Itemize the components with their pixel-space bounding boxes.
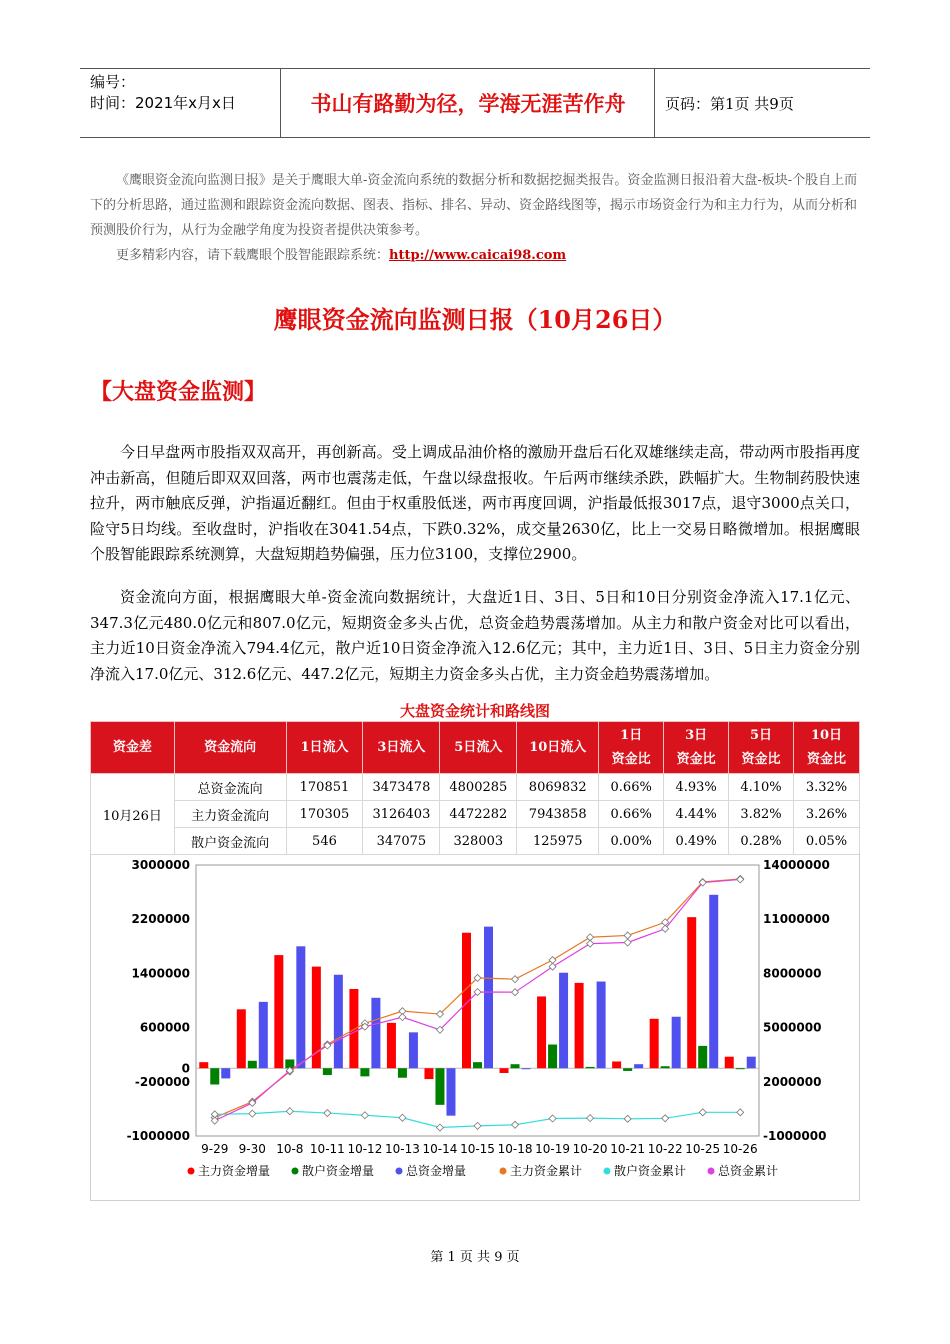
line-point [549, 957, 556, 964]
legend-marker [396, 1168, 403, 1175]
table-cell: 0.05% [793, 828, 859, 855]
number-label: 编号： [90, 73, 136, 91]
bar-main [612, 1061, 621, 1068]
left-axis-tick-label: 600000 [139, 1020, 190, 1035]
line-point [624, 1115, 631, 1122]
table-header-row [91, 722, 860, 774]
table-body [91, 774, 860, 855]
bar-main [387, 1023, 396, 1068]
table-row [91, 801, 860, 828]
table-header-cell: 1日 资金比 [599, 722, 664, 774]
bar-total [597, 982, 606, 1069]
chart-svg [91, 853, 859, 1199]
table-cell: 4472282 [440, 801, 517, 828]
bar-main [349, 989, 358, 1068]
table-cell: 347075 [363, 828, 440, 855]
bar-retail [248, 1061, 257, 1068]
line-point [662, 1115, 669, 1122]
table-cell: 4.93% [664, 774, 729, 801]
table-header-cell: 1日流入 [286, 722, 363, 774]
right-axis-tick-label: 8000000 [763, 966, 822, 981]
table-cell: 4.44% [664, 801, 729, 828]
left-axis-tick-label: -1000000 [126, 1129, 190, 1143]
bar-total [259, 1002, 268, 1068]
table-row-label: 散户资金流向 [174, 828, 286, 855]
bar-retail [661, 1066, 670, 1068]
line-point [512, 1121, 519, 1128]
right-axis-tick-label: 2000000 [763, 1074, 822, 1089]
table-cell: 0.66% [599, 774, 664, 801]
table-cell: 0.00% [599, 828, 664, 855]
table-row-label: 主力资金流向 [174, 801, 286, 828]
legend-marker [188, 1168, 195, 1175]
table-header-cell: 资金差 [91, 722, 175, 774]
x-axis-tick-label: 10-25 [685, 1142, 721, 1156]
table-date-cell: 10月26日 [91, 774, 175, 855]
table-cell: 170305 [286, 801, 363, 828]
line-point [624, 939, 631, 946]
page-number-label: 页码：第1页 共9页 [665, 94, 794, 113]
bar-total [634, 1064, 643, 1068]
header-meta [80, 69, 281, 137]
line-point [549, 1115, 556, 1122]
header-motto: 书山有路勤为径，学海无涯苦作舟 [282, 69, 655, 137]
x-axis-tick-label: 10-15 [460, 1142, 495, 1156]
table-header-cell: 资金流向 [174, 722, 286, 774]
x-axis-tick-label: 10-13 [384, 1142, 420, 1156]
x-axis-tick-label: 9-29 [201, 1142, 229, 1156]
bar-total [672, 1017, 681, 1068]
table-row [91, 828, 860, 855]
bar-main [199, 1062, 208, 1068]
table-cell: 0.66% [599, 801, 664, 828]
x-axis-tick-label: 10-21 [610, 1142, 646, 1156]
table-header-cell: 10日 资金比 [793, 722, 859, 774]
bar-total [334, 975, 343, 1068]
legend-label: 总资金累计 [718, 1164, 779, 1178]
line-point [324, 1110, 331, 1117]
bar-total [522, 1068, 531, 1069]
bar-main [424, 1068, 433, 1079]
x-axis-tick-label: 9-30 [238, 1142, 266, 1156]
legend-label: 主力资金累计 [510, 1164, 583, 1178]
table-cell: 3.32% [793, 774, 859, 801]
table-row [91, 774, 860, 801]
bar-retail [511, 1064, 520, 1068]
line-point [587, 1115, 594, 1122]
table-cell: 8069832 [517, 774, 599, 801]
bar-main [650, 1019, 659, 1068]
x-axis-tick-label: 10-14 [422, 1142, 458, 1156]
fund-flow-paragraph: 资金流向方面，根据鹰眼大单-资金流向数据统计，大盘近1日、3日、5日和10日分别资金净流入17.1亿元、347.3亿元480.0亿元和807.0亿元，短期资金多头占优，总资金趋势震荡增加。从主力和散户资金对比可以看出，主力近10日资金净流入794.4亿元，散户近10日资金净流入12.6亿元；其中，主力近1日、3日、5日主力资金分别净流入17.0亿元、312.6亿元、447.2亿元，短期主力资金多头占优，主力资金趋势震荡增加。 [90, 588, 860, 683]
table-header-cell: 10日流入 [517, 722, 599, 774]
table-cell: 3473478 [363, 774, 440, 801]
bar-retail [398, 1068, 407, 1077]
table-caption: 大盘资金统计和路线图 [399, 702, 550, 720]
left-axis-tick-label: 0 [181, 1061, 190, 1076]
right-axis-tick-label: 11000000 [763, 912, 830, 927]
table-cell: 546 [286, 828, 363, 855]
fund-stats-table [90, 721, 860, 855]
bar-main [274, 955, 283, 1068]
bar-total [446, 1068, 455, 1115]
bar-main [687, 917, 696, 1068]
table-cell: 7943858 [517, 801, 599, 828]
bar-total [709, 895, 718, 1068]
legend-label: 散户资金增量 [302, 1164, 375, 1178]
x-axis-tick-label: 10-19 [535, 1142, 571, 1156]
x-axis-tick-label: 10-12 [347, 1142, 383, 1156]
line-main-cum [215, 879, 740, 1118]
table-header-cell: 5日 资金比 [729, 722, 794, 774]
date-label: 时间：2021年x月x日 [90, 94, 236, 112]
table-header-cell: 3日 资金比 [664, 722, 729, 774]
download-prefix: 更多精彩内容，请下载鹰眼个股智能跟踪系统： [116, 248, 390, 263]
bar-total [484, 927, 493, 1069]
legend-marker [708, 1168, 715, 1175]
table-cell: 328003 [440, 828, 517, 855]
left-axis-tick-label: -200000 [134, 1074, 190, 1089]
bar-total [747, 1057, 756, 1069]
legend-marker [500, 1168, 507, 1175]
right-axis-tick-label: -1000000 [763, 1129, 827, 1143]
bar-total [221, 1068, 230, 1078]
page-header [80, 68, 870, 138]
bar-total [371, 998, 380, 1068]
legend-marker [604, 1168, 611, 1175]
bar-total [559, 973, 568, 1069]
legend-label: 散户资金累计 [614, 1164, 687, 1178]
bar-total [409, 1032, 418, 1068]
table-cell: 0.49% [664, 828, 729, 855]
bar-retail [435, 1068, 444, 1105]
table-cell: 4800285 [440, 774, 517, 801]
x-axis-tick-label: 10-11 [309, 1142, 345, 1156]
left-axis-tick-label: 2200000 [131, 912, 190, 927]
line-point [699, 1109, 706, 1116]
fund-chart [90, 853, 860, 1201]
x-axis-tick-label: 10-20 [572, 1142, 608, 1156]
line-point [587, 940, 594, 947]
line-point [549, 963, 556, 970]
bar-main [500, 1068, 509, 1073]
bar-retail [548, 1045, 557, 1069]
table-header-cell: 5日流入 [440, 722, 517, 774]
bar-retail [623, 1068, 632, 1071]
line-point [737, 1109, 744, 1116]
line-point [399, 1114, 406, 1121]
line-point [474, 1122, 481, 1129]
line-total-cum [215, 879, 740, 1120]
section-title: 【大盘资金监测】 [90, 379, 267, 405]
bar-retail [586, 1067, 595, 1068]
table-cell: 4.10% [729, 774, 794, 801]
x-axis-tick-label: 10-18 [497, 1142, 533, 1156]
report-title: 鹰眼资金流向监测日报（10月26日） [273, 305, 677, 334]
bar-retail [736, 1068, 745, 1069]
bar-retail [698, 1046, 707, 1068]
line-point [286, 1108, 293, 1115]
legend-marker [292, 1168, 299, 1175]
right-axis-tick-label: 14000000 [763, 858, 830, 872]
x-axis-tick-label: 10-26 [722, 1142, 758, 1156]
bar-retail [360, 1068, 369, 1076]
line-point [512, 989, 519, 996]
bar-total [296, 946, 305, 1068]
line-point [249, 1110, 256, 1117]
left-axis-tick-label: 3000000 [131, 858, 190, 872]
line-point [624, 932, 631, 939]
table-cell: 0.28% [729, 828, 794, 855]
table-cell: 170851 [286, 774, 363, 801]
bar-main [237, 1009, 246, 1068]
table-cell: 3.26% [793, 801, 859, 828]
x-axis-tick-label: 10-22 [647, 1142, 683, 1156]
intro-paragraph: 《鹰眼资金流向监测日报》是关于鹰眼大单-资金流向系统的数据分析和数据挖掘类报告。资金监测日报沿着大盘-板块-个股自上而下的分析思路，通过监测和跟踪资金流向数据、图表、指标、排名、异动、资金路线图等，揭示市场资金行为和主力行为，从而分析和预测股价行为，从行为金融学角度为投资者提供决策参考。 [90, 173, 858, 238]
line-point [361, 1112, 368, 1119]
bar-retail [210, 1068, 219, 1084]
table-row-label: 总资金流向 [174, 774, 286, 801]
legend-label: 主力资金增量 [198, 1164, 271, 1178]
page-footer: 第 1 页 共 9 页 [430, 1250, 520, 1265]
right-axis-tick-label: 5000000 [763, 1020, 822, 1035]
bar-main [725, 1057, 734, 1069]
x-axis-tick-label: 10-8 [276, 1142, 304, 1156]
line-point [512, 976, 519, 983]
bar-retail [323, 1068, 332, 1075]
download-link[interactable]: http://www.caicai98.com [389, 248, 567, 263]
table-header-cell: 3日流入 [363, 722, 440, 774]
bar-main [575, 983, 584, 1068]
bar-retail [473, 1062, 482, 1068]
bar-main [537, 996, 546, 1068]
line-point [436, 1124, 443, 1131]
line-point [399, 1014, 406, 1021]
line-point [737, 876, 744, 883]
legend-label: 总资金增量 [406, 1164, 467, 1178]
table-cell: 3126403 [363, 801, 440, 828]
market-paragraph: 今日早盘两市股指双双高开，再创新高。受上调成品油价格的激励开盘后石化双雄继续走高，带动两市股指再度冲击新高，但随后即双双回落，两市也震荡走低，午盘以绿盘报收。午后两市继续杀跌，跌幅扩大。生物制药股快速拉升，两市触底反弹，沪指逼近翻红。但由于权重股低迷，两市再度回调，沪指最低报3017点，退守3000点关口，险守5日均线。至收盘时，沪指收在3041.54点，下跌0.32%，成交量2630亿，比上一交易日略微增加。根据鹰眼个股智能跟踪系统测算，大盘短期趋势偏强，压力位3100，支撑位2900。 [90, 443, 860, 563]
table-cell: 125975 [517, 828, 599, 855]
left-axis-tick-label: 1400000 [131, 966, 190, 981]
table-cell: 3.82% [729, 801, 794, 828]
intro-download [90, 243, 860, 268]
